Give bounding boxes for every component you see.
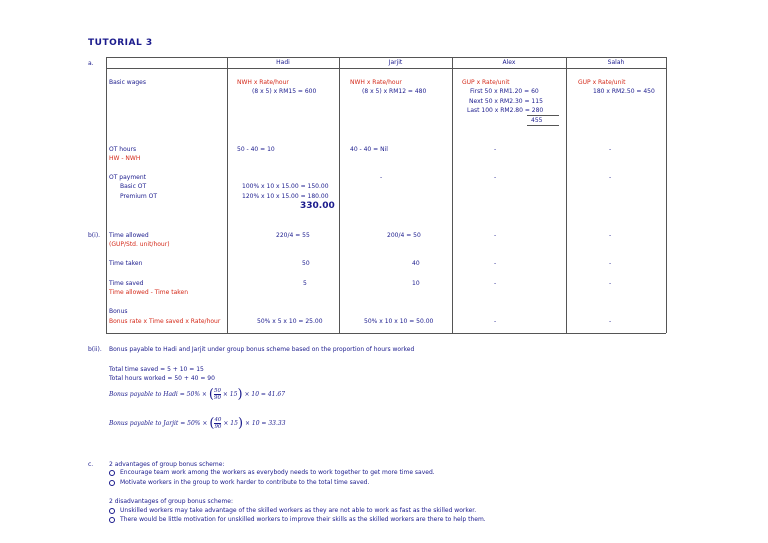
- c-disadvantage-item: Unskilled workers may take advantage of the skilled workers as they are not able to work as fast as the skilled worker.: [109, 507, 476, 514]
- bii-total-saved: Total time saved = 5 + 10 = 15: [109, 366, 204, 373]
- alex-time-allowed: -: [494, 232, 497, 239]
- alex-ot-payment: -: [494, 174, 497, 181]
- hadi-time-allowed: 220/4 = 55: [276, 232, 310, 239]
- row-sub-time-saved: Time allowed - Time taken: [109, 289, 189, 296]
- jarjit-bonus: 50% x 10 x 10 = 50.00: [364, 318, 434, 325]
- jarjit-time-taken: 40: [412, 260, 420, 267]
- salah-ot-payment: -: [609, 174, 612, 181]
- section-label-bii: b(ii).: [88, 346, 102, 353]
- row-label-ot-hours: OT hours: [109, 146, 137, 153]
- page-title: TUTORIAL 3: [88, 38, 153, 48]
- bii-total-worked: Total hours worked = 50 + 40 = 90: [109, 375, 215, 382]
- jarjit-ot-payment: -: [380, 174, 383, 181]
- c-disadvantages-title: 2 disadvantages of group bonus scheme:: [109, 498, 234, 505]
- salah-bonus: -: [609, 318, 612, 325]
- salah-ot-hours: -: [609, 146, 612, 153]
- hadi-time-taken: 50: [302, 260, 310, 267]
- bii-hadi-equation: Bonus payable to Hadi = 50% × ( $\frac{50}{90}$ × 15) × 10 = 41.67: [109, 387, 286, 402]
- row-label-ot-payment: OT payment: [109, 174, 147, 181]
- hadi-basic-formula: NWH x Rate/hour: [237, 79, 289, 86]
- row-label-basic-ot: Basic OT: [120, 183, 147, 190]
- jarjit-ot-hours: 40 - 40 = Nil: [350, 146, 388, 153]
- row-label-basic-wages: Basic wages: [109, 79, 147, 86]
- alex-basic-first: First 50 x RM1.20 = 60: [470, 88, 539, 95]
- hadi-basic-ot: 100% x 10 x 15.00 = 150.00: [242, 183, 329, 190]
- alex-basic-total: 455: [531, 117, 543, 124]
- hadi-basic-calc: (8 x 5) x RM15 = 600: [252, 88, 317, 95]
- row-label-premium-ot: Premium OT: [120, 193, 157, 200]
- section-label-a: a.: [88, 60, 94, 67]
- row-sub-time-allowed: (GUP/Std. unit/hour): [109, 241, 170, 248]
- hadi-premium-ot: 120% x 10 x 15.00 = 180.00: [242, 193, 329, 200]
- alex-basic-last: Last 100 x RM2.80 = 280: [467, 107, 544, 114]
- row-label-time-taken: Time taken: [109, 260, 143, 267]
- salah-time-taken: -: [609, 260, 612, 267]
- bullet-icon: [109, 517, 115, 523]
- row-label-bonus: Bonus: [109, 308, 128, 315]
- alex-basic-formula: GUP x Rate/unit: [462, 79, 510, 86]
- bullet-icon: [109, 508, 115, 514]
- hadi-bonus: 50% x 5 x 10 = 25.00: [257, 318, 323, 325]
- row-sub-ot-hours: HW - NWH: [109, 155, 141, 162]
- hadi-ot-total: 330.00: [300, 201, 335, 211]
- row-label-time-saved: Time saved: [109, 280, 144, 287]
- salah-basic-formula: GUP x Rate/unit: [578, 79, 626, 86]
- alex-bonus: -: [494, 318, 497, 325]
- bullet-icon: [109, 470, 115, 476]
- row-sub-bonus: Bonus rate x Time saved x Rate/hour: [109, 318, 221, 325]
- jarjit-time-saved: 10: [412, 280, 420, 287]
- alex-basic-next: Next 50 x RM2.30 = 115: [469, 98, 543, 105]
- salah-time-saved: -: [609, 280, 612, 287]
- alex-time-saved: -: [494, 280, 497, 287]
- header-salah: Salah: [607, 59, 625, 66]
- header-hadi: Hadi: [276, 59, 290, 66]
- salah-basic-calc: 180 x RM2.50 = 450: [593, 88, 655, 95]
- bii-intro: Bonus payable to Hadi and Jarjit under group bonus scheme based on the proportion of hours worked: [109, 346, 415, 353]
- alex-ot-hours: -: [494, 146, 497, 153]
- c-advantages-title: 2 advantages of group bonus scheme:: [109, 461, 225, 468]
- section-label-bi: b(i).: [88, 232, 101, 239]
- section-label-c: c.: [88, 461, 94, 468]
- jarjit-time-allowed: 200/4 = 50: [387, 232, 421, 239]
- hadi-ot-hours: 50 - 40 = 10: [237, 146, 275, 153]
- salah-time-allowed: -: [609, 232, 612, 239]
- jarjit-basic-calc: (8 x 5) x RM12 = 480: [362, 88, 427, 95]
- header-alex: Alex: [502, 59, 516, 66]
- row-label-time-allowed: Time allowed: [109, 232, 149, 239]
- hadi-time-saved: 5: [303, 280, 307, 287]
- bullet-icon: [109, 480, 115, 486]
- c-advantage-item: Encourage team work among the workers as everybody needs to work together to get more time saved.: [109, 469, 435, 476]
- c-advantage-item: Motivate workers in the group to work harder to contribute to the total time saved.: [109, 479, 369, 486]
- jarjit-basic-formula: NWH x Rate/hour: [350, 79, 402, 86]
- header-jarjit: Jarjit: [388, 59, 403, 66]
- alex-time-taken: -: [494, 260, 497, 267]
- c-disadvantage-item: There would be little motivation for unskilled workers to improve their skills as the skilled workers are there to help them.: [109, 516, 486, 523]
- bii-jarjit-equation: Bonus payable to Jarjit = 50% × ( $\frac{40}{90}$ × 15) × 10 = 33.33: [109, 416, 286, 431]
